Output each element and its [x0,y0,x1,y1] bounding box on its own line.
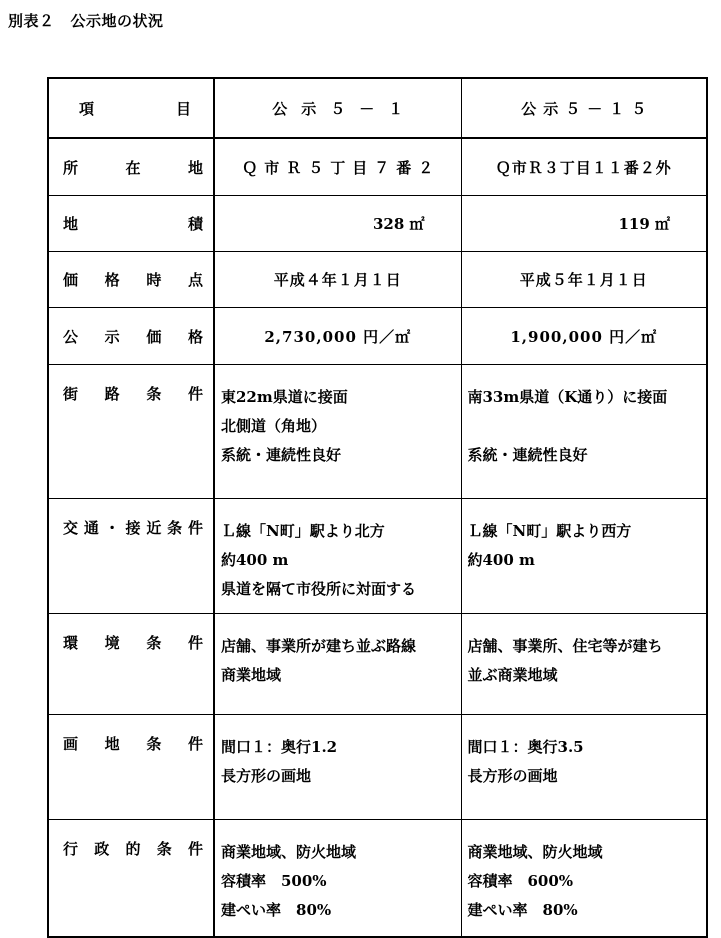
cell-text-line: Ｑ市Ｒ３丁目１１番２外 [495,158,672,177]
row-label-char: 交 [63,519,79,537]
row-label-char: 価 [146,327,162,346]
row-label-char: 件 [187,385,203,403]
cell-text-line: 2,730,000 円／㎡ [264,327,412,346]
row-col2-cell [461,252,707,308]
cell-text-line: 商業地域 [221,666,282,684]
cell-text-line: Ｑ市Ｒ５丁目７番２ [242,158,441,177]
row-label-char: 地 [63,215,79,233]
cell-text-line: 容積率 500% [221,872,327,890]
row-col2-cell [461,365,707,499]
row-col2-cell [461,820,707,938]
row-label-char: 価 [63,271,79,289]
row-label-cell [48,614,214,715]
cell-text-line: 店舗、事業所、住宅等が建ち [467,637,663,655]
table-row [48,614,707,715]
benchmark-land-table [47,77,708,938]
cell-text-line: 東22m県道に接面 [221,388,348,406]
row-label-cell [48,138,214,196]
row-label-char: 地 [104,735,120,753]
table-row [48,308,707,365]
title-text: 公示地の状況 [70,12,164,30]
cell-text-line: Ｌ線「N町」駅より北方 [221,522,385,540]
row-col1-cell [214,820,461,938]
row-label-cell [48,308,214,365]
row-label-char: 条 [156,840,172,858]
cell-text-line: 長方形の画地 [467,767,558,785]
cell-text-line: 南33m県道（K通り）に接面 [467,388,668,406]
row-label-char: 格 [187,327,203,346]
row-label-char: 時 [146,271,162,289]
row-label-char: 格 [104,271,120,289]
cell-text-line: 約400 m [467,551,535,569]
row-label-char: 条 [167,519,183,537]
row-label-char: 件 [187,840,203,858]
cell-text-line: Ｌ線「N町」駅より西方 [467,522,632,540]
table-row [48,715,707,820]
cell-text-line: 商業地域、防火地域 [221,843,357,861]
cell-text-line: 平成４年１月１日 [273,271,402,289]
row-label-char: 通 [83,519,99,537]
row-col1-cell [214,308,461,365]
header-item-char: 目 [175,99,191,118]
row-col2-cell [461,614,707,715]
row-label-char: 地 [187,158,203,177]
row-label-cell [48,365,214,499]
document-title [8,10,164,31]
header-col1-text: 公示５－１ [272,99,418,118]
table-row [48,365,707,499]
cell-text-line: 商業地域、防火地域 [467,843,603,861]
header-item-char: 項 [79,99,95,118]
row-label-char: 条 [146,634,162,652]
row-col2-cell [461,715,707,820]
table-row [48,499,707,614]
cell-text-line: 1,900,000 円／㎡ [510,327,658,346]
row-label-char: 境 [104,634,120,652]
row-label-char: 路 [104,385,120,403]
cell-text-line [468,412,701,441]
cell-text-line: 系統・連続性良好 [221,446,342,464]
row-col1-cell [214,365,461,499]
cell-text-line: 並ぶ商業地域 [467,666,558,684]
row-label-char: 点 [187,271,203,289]
row-label-char: 行 [63,840,79,858]
row-label-char: 的 [125,840,141,858]
row-col2-cell [461,138,707,196]
row-label-char: 件 [187,519,203,537]
table-header-row [48,78,707,138]
row-label-cell [48,715,214,820]
row-label-char: 件 [187,735,203,753]
row-col2-cell [461,308,707,365]
row-label-cell [48,820,214,938]
row-col1-cell [214,499,461,614]
row-label-char: 在 [125,158,141,177]
cell-text-line: 約400 m [221,551,289,569]
row-label-char: 公 [63,327,79,346]
row-label-char: 近 [146,519,162,537]
cell-text-line: 北側道（角地） [221,417,327,435]
header-col2-cell [461,78,707,138]
row-label-char: 条 [146,385,162,403]
annex-number: 別表２ [8,12,55,30]
cell-text-line: 平成５年１月１日 [519,271,648,289]
row-col1-cell [214,196,461,252]
cell-text-line: 建ぺい率 80% [467,901,578,919]
row-label-char: ・ [104,519,120,537]
row-col2-cell [461,196,707,252]
table-row [48,252,707,308]
row-label-char: 画 [63,735,79,753]
row-label-char: 環 [63,634,79,652]
table-row [48,138,707,196]
row-label-char: 街 [63,385,79,403]
row-label-cell [48,252,214,308]
cell-text-line: 建ぺい率 80% [221,901,332,919]
row-label-char: 件 [187,634,203,652]
cell-text-line: 県道を隔て市役所に対面する [221,580,417,598]
row-label-char: 積 [187,215,203,233]
cell-text-line: 長方形の画地 [221,767,312,785]
cell-text-line: 系統・連続性良好 [467,446,588,464]
cell-text-line: 間口１：奥行3.5 [467,738,584,756]
cell-text-line: 119 ㎡ [618,215,670,233]
row-col1-cell [214,715,461,820]
cell-text-line: 容積率 600% [467,872,574,890]
header-item-cell [48,78,214,138]
cell-text-line: 店舗、事業所が建ち並ぶ路線 [221,637,417,655]
cell-text-line: 間口１：奥行1.2 [221,738,338,756]
header-col2-text: 公示５－１５ [521,99,654,118]
row-col1-cell [214,614,461,715]
row-col2-cell [461,499,707,614]
row-label-char: 政 [94,840,110,858]
row-label-cell [48,499,214,614]
table-row [48,196,707,252]
row-label-char: 接 [125,519,141,537]
row-label-char: 示 [104,327,120,346]
cell-text-line: 328 ㎡ [372,215,425,233]
table-row [48,820,707,938]
row-col1-cell [214,138,461,196]
row-label-char: 所 [63,158,79,177]
row-col1-cell [214,252,461,308]
header-col1-cell [214,78,461,138]
row-label-char: 条 [146,735,162,753]
row-label-cell [48,196,214,252]
